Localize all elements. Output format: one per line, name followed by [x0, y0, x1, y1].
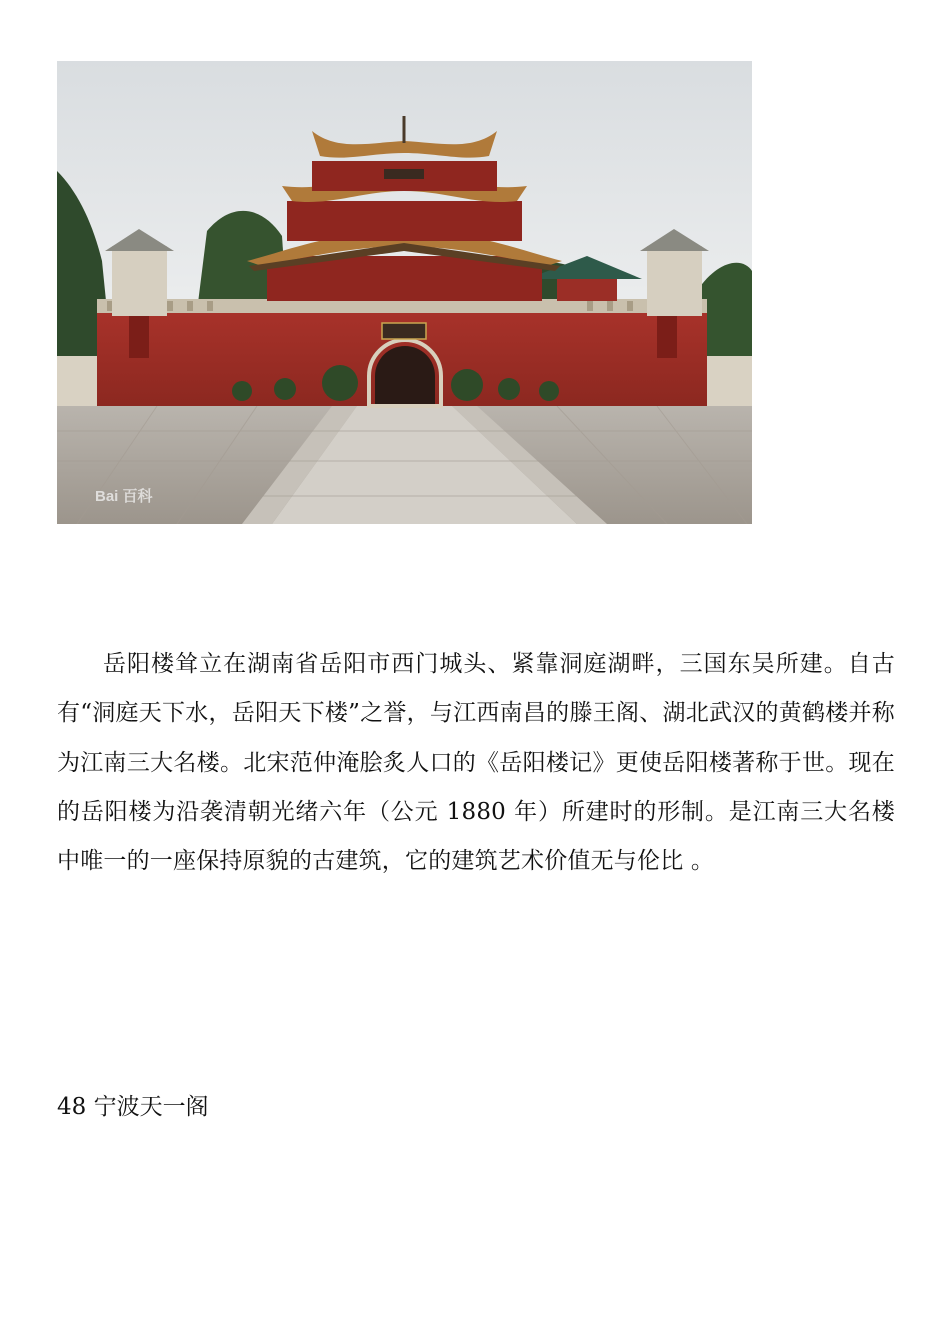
yueyang-tower-photo: [57, 61, 752, 524]
yueyang-tower-paragraph: 岳阳楼耸立在湖南省岳阳市西门城头、紧靠洞庭湖畔，三国东吴所建。自古有“洞庭天下水，岳阳天下楼”之誉，与江西南昌的滕王阁、湖北武汉的黄鹤楼并称为江南三大名楼。北宋范仲淹脍炙人口的《岳阳楼记》更使岳阳楼著称于世。现在的岳阳楼为沿袭清朝光绪六年（公元 1880 年）所建时的形制。是江南三大名楼中唯一的一座保持原貌的古建筑，它的建筑艺术价值无与伦比 。: [57, 651, 895, 875]
section-heading-ningbo-tianyi-pavilion: 48 宁波天一阁: [57, 1094, 209, 1120]
photo-watermark: Bai 百科: [95, 488, 153, 505]
